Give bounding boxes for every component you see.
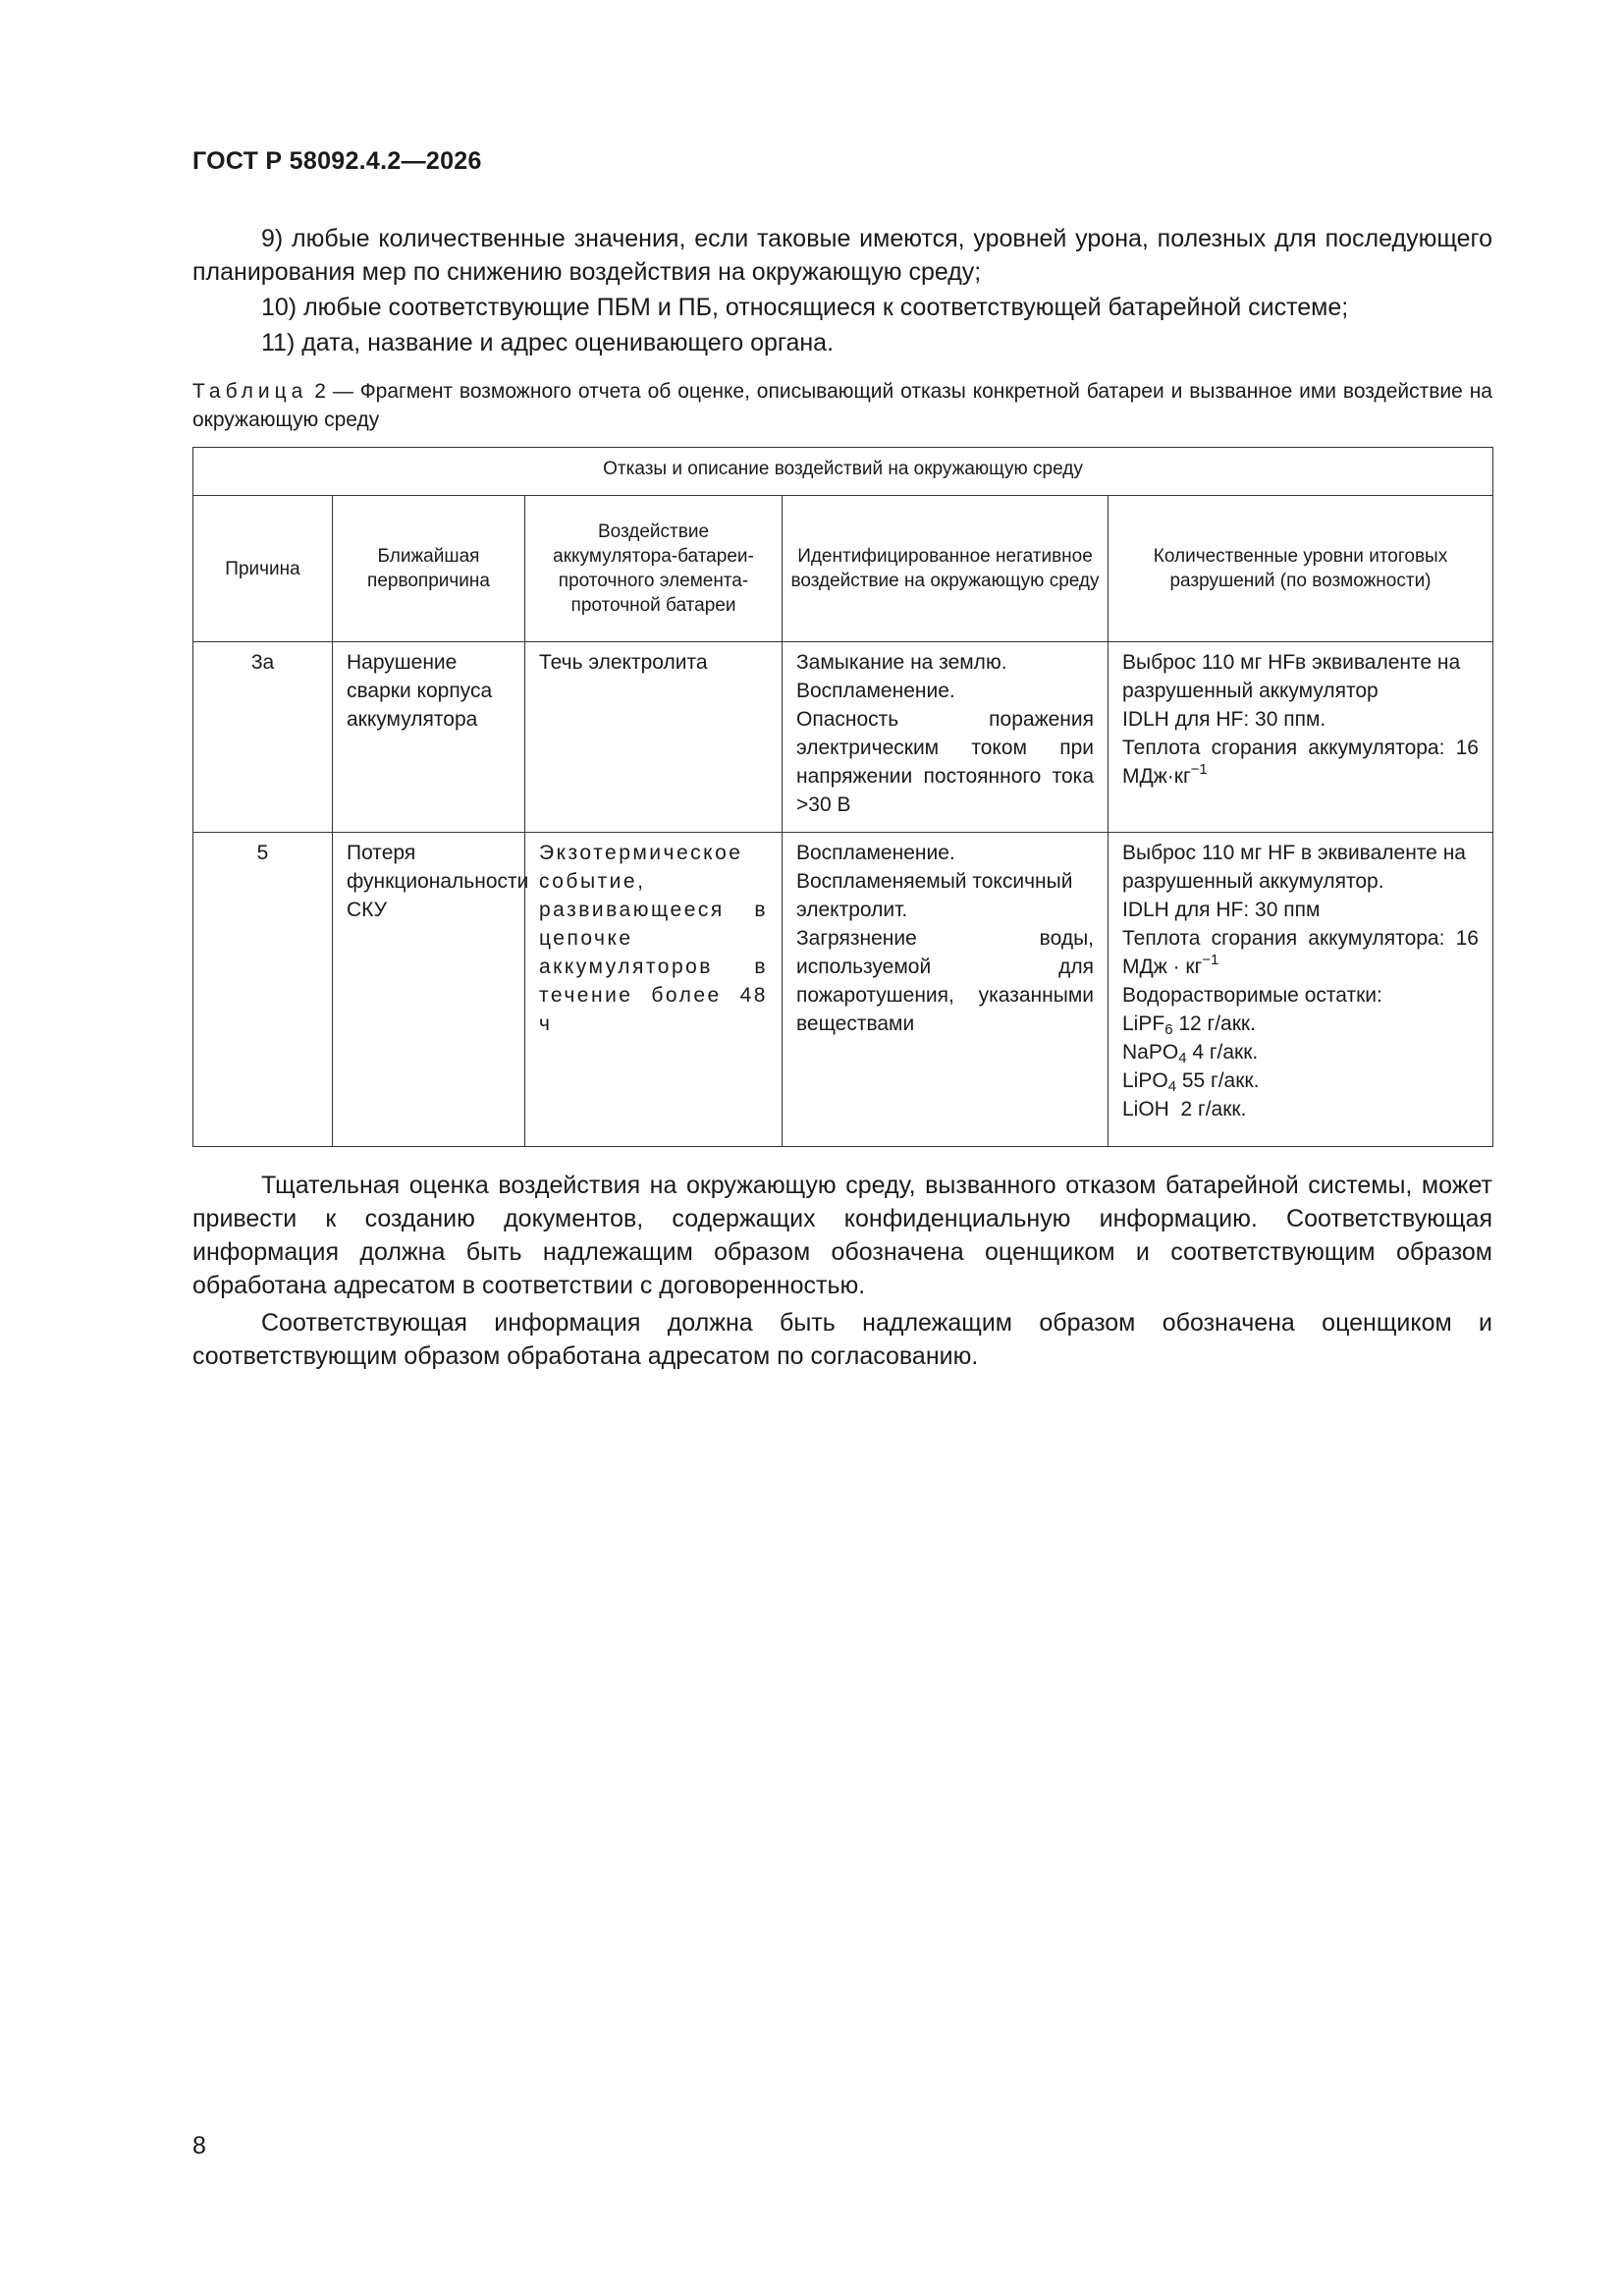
residue-subscript: 4	[1178, 1050, 1187, 1066]
list-item: 11) дата, название и адрес оценивающего органа.	[261, 329, 835, 356]
table-caption-text: 2 — Фрагмент возможного отчета об оценке, описывающий отказы конкретной батареи и вызванное ими воздействие на окружающую среду	[192, 380, 1492, 431]
quant-line	[1122, 924, 1479, 981]
impact-line: Воспламенение.	[796, 842, 955, 864]
page-number: 8	[192, 2132, 206, 2159]
quant-text: Теплота сгорания аккумулятора: 16 МДж·кг	[1122, 737, 1479, 788]
residue-line	[1122, 1095, 1479, 1123]
failure-impact-table	[192, 447, 1493, 1147]
quant-line: Водорастворимые остатки:	[1122, 984, 1382, 1007]
table-caption	[192, 377, 1492, 434]
quantitative-levels-cell	[1109, 642, 1493, 833]
exponent: −1	[1202, 952, 1219, 968]
environmental-impact-cell	[783, 642, 1109, 833]
residue-formula: NaPO	[1122, 1041, 1179, 1064]
impact-line: Опасность поражения электрическим током при напряжении постоянного тока >30 В	[796, 708, 1094, 816]
column-header-cause: Причина	[193, 496, 333, 642]
residue-amount: 4 г/акк.	[1186, 1041, 1259, 1064]
residue-amount: 12 г/акк.	[1172, 1012, 1256, 1035]
residue-line	[1122, 1038, 1479, 1066]
residue-formula: LiPO	[1122, 1069, 1168, 1092]
quant-line: Выброс 110 мг HF в эквиваленте на разрушенный аккумулятор.	[1122, 842, 1466, 893]
table-row	[193, 833, 1493, 1147]
residue-line	[1122, 1066, 1479, 1095]
exponent: −1	[1190, 761, 1208, 778]
document-code: ГОСТ Р 58092.4.2—2026	[192, 147, 482, 175]
quant-text: Теплота сгорания аккумулятора: 16 МДж · кг	[1122, 927, 1479, 978]
list-item: 10) любые соответствующие ПБМ и ПБ, относящиеся к соответствующей батарейной системе;	[261, 294, 1349, 321]
battery-impact-cell: Течь электролита	[525, 642, 783, 833]
battery-impact-cell	[525, 833, 783, 1147]
cause-cell: 5	[193, 833, 333, 1147]
table-caption-label: Таблица	[192, 380, 308, 403]
environmental-impact-cell	[783, 833, 1109, 1147]
impact-line: Замыкание на землю.	[796, 651, 1007, 674]
residue-subscript: 4	[1167, 1078, 1177, 1095]
column-header-quantitative-levels: Количественные уровни итоговых разрушений (по возможности)	[1109, 496, 1493, 642]
paragraph: Тщательная оценка воздействия на окружающую среду, вызванного отказом батарейной системы, может привести к созданию документов, содержащих конфиденциальную информацию. Соответствующая информация должна быть надлежащим образом обозначена оценщиком и соответствующим образом обработана адресатом в соответствии с договоренностью.	[192, 1172, 1492, 1299]
table-title: Отказы и описание воздействий на окружающую среду	[193, 448, 1493, 496]
impact-line: Воспламенение.	[796, 680, 955, 702]
impact-text: Экзотермическое событие, развивающееся в цепочке аккумуляторов в течение более 48 ч	[539, 842, 768, 1035]
residue-amount: 55 г/акк.	[1176, 1069, 1260, 1092]
closing-text	[192, 1169, 1492, 1377]
quant-line: Выброс 110 мг HFв эквиваленте на разрушенный аккумулятор	[1122, 651, 1461, 702]
quantitative-levels-cell	[1109, 833, 1493, 1147]
list-item: 9) любые количественные значения, если таковые имеются, уровней урона, полезных для последующего планирования мер по снижению воздействия на окружающую среду;	[192, 225, 1492, 286]
residue-formula: LiPF	[1122, 1012, 1165, 1035]
residue-formula: LiOH	[1122, 1098, 1169, 1121]
quant-line	[1122, 734, 1479, 791]
residue-subscript: 6	[1164, 1021, 1173, 1038]
column-header-root-cause: Ближайшая первопричина	[333, 496, 525, 642]
impact-line: Воспламеняемый токсичный электролит.	[796, 870, 1073, 921]
impact-line: Загрязнение воды, используемой для пожаротушения, указанными веществами	[796, 927, 1094, 1035]
requirements-list	[192, 222, 1492, 359]
column-header-environmental-impact: Идентифицированное негативное воздействие на окружающую среду	[783, 496, 1109, 642]
quant-line: IDLH для HF: 30 ппм	[1122, 899, 1321, 921]
quant-line: IDLH для HF: 30 ппм.	[1122, 708, 1326, 731]
paragraph: Соответствующая информация должна быть надлежащим образом обозначена оценщиком и соответствующим образом обработана адресатом по согласованию.	[192, 1309, 1492, 1370]
table-row	[193, 642, 1493, 833]
cause-cell: 3a	[193, 642, 333, 833]
residue-amount: 2 г/акк.	[1168, 1098, 1247, 1121]
root-cause-cell: Потеря функциональности СКУ	[333, 833, 525, 1147]
residue-line	[1122, 1010, 1479, 1038]
column-header-battery-impact: Воздействие аккумулятора-батареи-проточного элемента-проточной батареи	[525, 496, 783, 642]
root-cause-cell: Нарушение сварки корпуса аккумулятора	[333, 642, 525, 833]
